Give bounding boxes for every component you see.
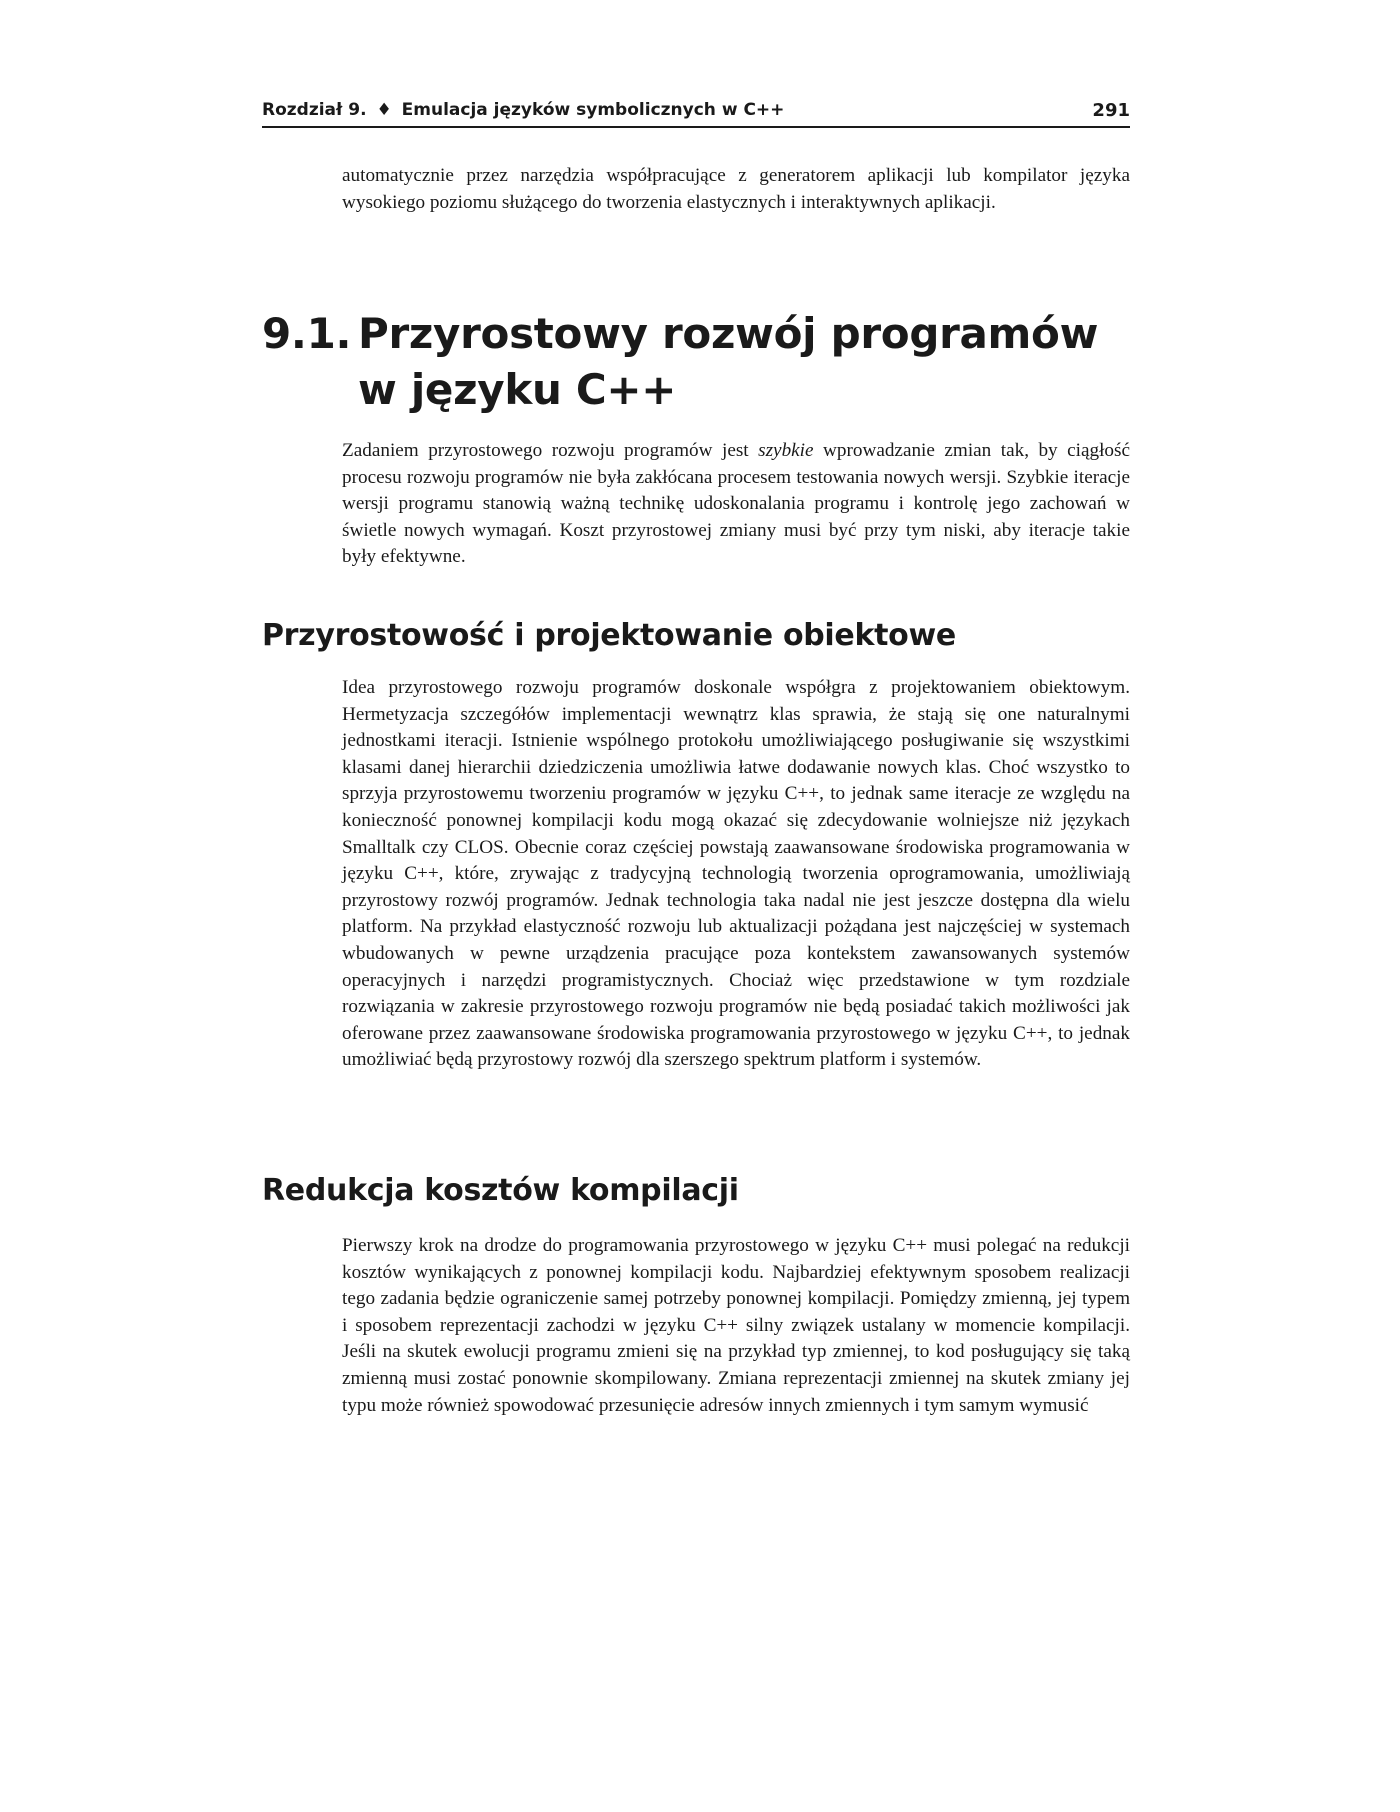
subsection2-text xyxy=(342,1233,1130,1419)
chapter-title: Emulacja języków symbolicznych w C++ xyxy=(401,100,785,120)
chapter-label: Rozdział 9. xyxy=(262,100,367,120)
section-paragraph-part2: wprowadzanie zmian tak, by ciągłość procesu rozwoju programów nie była zakłócana procesem testowania nowych wersji. Szybkie iteracje wersji programu stanowią ważną technikę udoskonalania programu i kontrolę jego zachowań w świetle nowych wymagań. Koszt przyrostowej zmiany musi być przy tym niski, aby iteracje takie były efektywne. xyxy=(342,440,1130,568)
subsection2-heading: Redukcja kosztów kompilacji xyxy=(262,1173,739,1208)
section-heading xyxy=(262,306,1130,418)
section-paragraph-part1: Zadaniem przyrostowego rozwoju programów jest xyxy=(342,440,759,461)
diamond-icon: ♦ xyxy=(376,100,392,120)
subsection2-paragraph: Pierwszy krok na drodze do programowania przyrostowego w języku C++ musi polegać na redukcji kosztów wynikających z ponownej kompilacji kodu. Najbardziej efektywnym sposobem realizacji tego zadania będzie ograniczenie samej potrzeby ponownej kompilacji. Pomiędzy zmienną, jej typem i sposobem reprezentacji zachodzi w języku C++ silny związek ustalany w momencie kompilacji. Jeśli na skutek ewolucji programu zmieni się na przykład typ zmiennej, to kod posługujący się taką zmienną musi zostać ponownie skompilowany. Zmiana reprezentacji zmiennej na skutek zmiany jej typu może również spowodować przesunięcie adresów innych zmiennych i tym samym wymusić xyxy=(342,1235,1130,1416)
running-header xyxy=(262,100,1130,128)
subsection1-heading: Przyrostowość i projektowanie obiektowe xyxy=(262,618,956,653)
subsection1-text xyxy=(342,675,1130,1074)
section-number: 9.1. xyxy=(262,309,352,358)
section-text xyxy=(342,438,1130,571)
section-title-line2: w języku C++ xyxy=(358,365,677,414)
section-title-line1: Przyrostowy rozwój programów xyxy=(358,309,1099,358)
page-number: 291 xyxy=(1092,100,1130,121)
intro-text xyxy=(342,163,1130,216)
section-paragraph-emphasis: szybkie xyxy=(758,440,814,461)
section-paragraph xyxy=(342,438,1130,571)
intro-paragraph: automatycznie przez narzędzia współpracujące z generatorem aplikacji lub kompilator języka wysokiego poziomu służącego do tworzenia elastycznych i interaktywnych aplikacji. xyxy=(342,165,1130,213)
subsection1-paragraph: Idea przyrostowego rozwoju programów doskonale współgra z projektowaniem obiektowym. Hermetyzacja szczegółów implementacji wewnątrz klas sprawia, że stają się one naturalnymi jednostkami iteracji. Istnienie wspólnego protokołu umożliwiającego posługiwanie się wszystkimi klasami danej hierarchii dziedziczenia umożliwia łatwe dodawanie nowych klas. Choć wszystko to sprzyja przyrostowemu tworzeniu programów w języku C++, to jednak same iteracje ze względu na konieczność ponownej kompilacji kodu mogą okazać się zdecydowanie wolniejsze niż językach Smalltalk czy CLOS. Obecnie coraz częściej powstają zaawansowane środowiska programowania w języku C++, które, zrywając z tradycyjną technologią tworzenia oprogramowania, umożliwiają przyrostowy rozwój programów. Jednak technologia taka nadal nie jest jeszcze dostępna dla wielu platform. Na przykład elastyczność rozwoju lub aktualizacji pożądana jest najczęściej w systemach wbudowanych w pewne urządzenia pracujące poza kontekstem zawansowanych systemów operacyjnych i narzędzi programistycznych. Chociaż więc przedstawione w tym rozdziale rozwiązania w zakresie przyrostowego rozwoju programów nie będą posiadać takich możliwości jak oferowane przez zaawansowane środowiska programowania przyrostowego w języku C++, to jednak umożliwiać będą przyrostowy rozwój dla szerszego spektrum platform i systemów. xyxy=(342,677,1130,1071)
